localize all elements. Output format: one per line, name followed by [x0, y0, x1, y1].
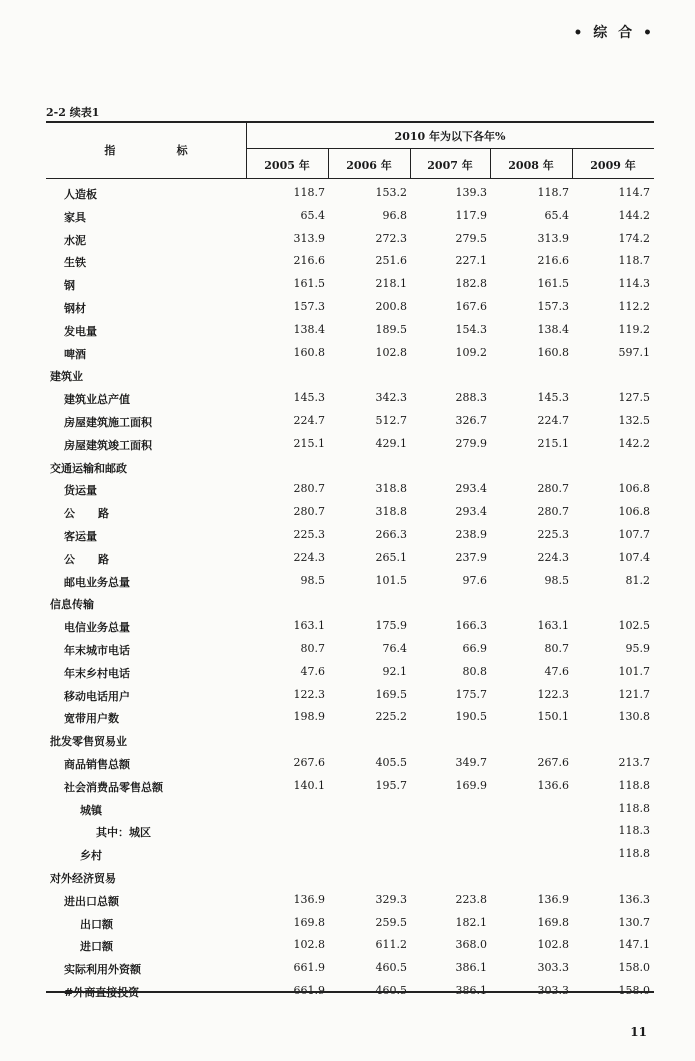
table-row: [46, 730, 654, 753]
cell-value: 175.9: [375, 619, 407, 633]
table-row: [46, 821, 654, 844]
row-label: 进口额: [80, 940, 113, 954]
cell-value: 119.2: [618, 322, 650, 336]
cell-value: 223.8: [455, 892, 487, 906]
table-row: [46, 776, 654, 799]
row-label: 钢: [64, 279, 75, 293]
cell-value: 597.1: [618, 345, 650, 359]
row-label: 货运量: [64, 484, 97, 498]
cell-value: 238.9: [455, 528, 487, 541]
cell-value: 65.4: [300, 208, 325, 222]
cell-value: 267.6: [293, 756, 325, 769]
row-label: 社会消费品零售总额: [64, 780, 163, 794]
cell-value: 182.1: [455, 915, 487, 929]
cell-value: 96.8: [382, 208, 407, 222]
cell-value: 117.9: [455, 208, 487, 222]
cell-value: 167.6: [455, 300, 487, 313]
table-row: [46, 434, 654, 457]
cell-value: 329.3: [375, 892, 407, 906]
cell-value: 145.3: [293, 391, 325, 405]
cell-value: 189.5: [375, 322, 407, 336]
cell-value: 251.6: [375, 254, 407, 268]
cell-value: 107.7: [618, 528, 650, 541]
table-row: [46, 479, 654, 502]
cell-value: 138.4: [537, 322, 569, 336]
table-label: 2-2 续表1: [46, 106, 100, 119]
row-label: 实际利用外资额: [64, 963, 141, 977]
row-label: 出口额: [80, 917, 113, 931]
row-label: 房屋建筑施工面积: [64, 416, 152, 429]
row-label: 建筑业: [50, 370, 83, 384]
table-row: [46, 525, 654, 548]
cell-value: 293.4: [455, 505, 487, 519]
cell-value: 142.2: [618, 436, 650, 450]
table-row: [46, 616, 654, 639]
cell-value: 65.4: [544, 208, 569, 222]
cell-value: 163.1: [537, 619, 569, 633]
cell-value: 163.1: [293, 619, 325, 633]
cell-value: 118.8: [618, 778, 650, 792]
cell-value: 130.7: [618, 915, 650, 929]
cell-value: 166.3: [455, 619, 487, 633]
cell-value: 145.3: [537, 391, 569, 405]
row-label: 邮电业务总量: [64, 575, 130, 589]
cell-value: 118.7: [293, 186, 325, 199]
table-row: [46, 457, 654, 480]
cell-value: 80.8: [462, 664, 487, 678]
table-row: [46, 183, 654, 206]
row-label: 公 路: [64, 507, 109, 521]
row-label: 家具: [64, 210, 86, 224]
cell-value: 661.9: [293, 961, 325, 975]
cell-value: 150.1: [537, 710, 569, 724]
cell-value: 130.8: [618, 710, 650, 724]
cell-value: 147.1: [618, 938, 650, 952]
cell-value: 114.7: [618, 186, 650, 199]
table-row: [46, 320, 654, 343]
cell-value: 154.3: [455, 322, 487, 336]
cell-value: 318.8: [375, 482, 407, 496]
cell-value: 118.8: [618, 801, 650, 815]
cell-value: 101.5: [375, 573, 407, 587]
cell-value: 224.3: [537, 550, 569, 564]
cell-value: 280.7: [293, 505, 325, 519]
cell-value: 182.8: [455, 277, 487, 291]
table-row: [46, 365, 654, 388]
row-label: 年末城市电话: [64, 644, 130, 657]
cell-value: 136.6: [537, 778, 569, 792]
row-label: 房屋建筑竣工面积: [64, 438, 152, 452]
row-label: 年末乡村电话: [64, 666, 130, 680]
table-row: [46, 799, 654, 822]
table-row: [46, 958, 654, 981]
cell-value: 405.5: [375, 756, 407, 769]
cell-value: 272.3: [375, 231, 407, 245]
table-row: [46, 502, 654, 525]
table-row: [46, 867, 654, 890]
cell-value: 280.7: [293, 482, 325, 496]
row-label: 宽带用户数: [64, 712, 119, 726]
cell-value: 102.8: [537, 938, 569, 952]
cell-value: 76.4: [382, 642, 407, 655]
row-label: 客运量: [64, 530, 97, 543]
cell-value: 326.7: [455, 414, 487, 427]
cell-value: 121.7: [618, 687, 650, 701]
cell-value: 175.7: [455, 687, 487, 701]
year-group-header: 2010 年为以下各年%: [394, 130, 506, 143]
row-label: 发电量: [64, 324, 97, 338]
table-row: [46, 753, 654, 776]
indicator-header: 指 标: [104, 144, 188, 157]
table-row: [46, 206, 654, 229]
row-label: 啤酒: [64, 347, 86, 361]
cell-value: 169.5: [375, 687, 407, 701]
cell-value: 266.3: [375, 528, 407, 541]
cell-value: 136.9: [293, 892, 325, 906]
table-row: [46, 685, 654, 708]
cell-value: 157.3: [293, 300, 325, 313]
cell-value: 140.1: [293, 778, 325, 792]
cell-value: 81.2: [625, 573, 650, 587]
cell-value: 122.3: [537, 687, 569, 701]
cell-value: 144.2: [618, 208, 650, 222]
table-row: [46, 297, 654, 320]
cell-value: 132.5: [618, 414, 650, 427]
table-row: [46, 844, 654, 867]
row-label: 信息传输: [50, 598, 94, 612]
cell-value: 106.8: [618, 505, 650, 519]
row-label: 进出口总额: [64, 894, 119, 908]
table-row: [46, 890, 654, 913]
cell-value: 280.7: [537, 482, 569, 496]
cell-value: 102.5: [618, 619, 650, 633]
cell-value: 318.8: [375, 505, 407, 519]
table-row: [46, 571, 654, 594]
row-label: 生铁: [64, 256, 86, 270]
table-bottom-rule: [46, 991, 654, 993]
cell-value: 429.1: [375, 436, 407, 450]
cell-value: 161.5: [293, 277, 325, 291]
cell-value: 139.3: [455, 186, 487, 199]
cell-value: 349.7: [455, 756, 487, 769]
cell-value: 80.7: [300, 642, 325, 655]
row-label: 交通运输和邮政: [50, 461, 127, 475]
cell-value: 169.8: [293, 915, 325, 929]
cell-value: 160.8: [293, 345, 325, 359]
cell-value: 101.7: [618, 664, 650, 678]
table-row: [46, 913, 654, 936]
year-header: 2009 年: [590, 159, 636, 172]
cell-value: 136.9: [537, 892, 569, 906]
cell-value: 460.5: [375, 961, 407, 975]
year-header: 2007 年: [427, 159, 473, 172]
cell-value: 216.6: [537, 254, 569, 268]
cell-value: 136.3: [618, 892, 650, 906]
cell-value: 224.7: [537, 414, 569, 427]
row-label: 钢材: [64, 302, 86, 315]
cell-value: 160.8: [537, 345, 569, 359]
cell-value: 66.9: [462, 642, 487, 655]
cell-value: 368.0: [455, 938, 487, 952]
cell-value: 47.6: [544, 664, 569, 678]
row-label: 批发零售贸易业: [50, 735, 127, 749]
cell-value: 227.1: [455, 254, 487, 268]
cell-value: 259.5: [375, 915, 407, 929]
cell-value: 303.3: [537, 961, 569, 975]
cell-value: 112.2: [618, 300, 650, 313]
cell-value: 98.5: [544, 573, 569, 587]
cell-value: 106.8: [618, 482, 650, 496]
row-label: 水泥: [64, 233, 86, 247]
cell-value: 224.3: [293, 550, 325, 564]
row-label: 乡村: [80, 849, 102, 863]
cell-value: 169.8: [537, 915, 569, 929]
cell-value: 95.9: [625, 642, 650, 655]
row-label: 公 路: [64, 552, 109, 566]
cell-value: 80.7: [544, 642, 569, 655]
cell-value: 237.9: [455, 550, 487, 564]
cell-value: 118.7: [537, 186, 569, 199]
cell-value: 265.1: [375, 550, 407, 564]
header-mid-rule: [246, 148, 654, 149]
row-label: 建筑业总产值: [64, 393, 130, 407]
cell-value: 102.8: [293, 938, 325, 952]
table-row: [46, 251, 654, 274]
cell-value: 153.2: [375, 186, 407, 199]
table-row: [46, 593, 654, 616]
cell-value: 118.3: [618, 824, 650, 838]
row-label: 其中：城区: [96, 826, 151, 840]
cell-value: 216.6: [293, 254, 325, 268]
cell-value: 288.3: [455, 391, 487, 405]
cell-value: 47.6: [300, 664, 325, 678]
row-label: 电信业务总量: [64, 621, 130, 635]
section-title: • 综 合 •: [573, 25, 655, 41]
cell-value: 213.7: [618, 756, 650, 769]
cell-value: 218.1: [375, 277, 407, 291]
cell-value: 198.9: [293, 710, 325, 724]
cell-value: 195.7: [375, 778, 407, 792]
table-row: [46, 411, 654, 434]
page-number: 11: [630, 1025, 647, 1039]
cell-value: 611.2: [375, 938, 407, 952]
cell-value: 127.5: [618, 391, 650, 405]
table-top-rule: [46, 121, 654, 123]
cell-value: 280.7: [537, 505, 569, 519]
cell-value: 313.9: [537, 231, 569, 245]
row-label: 对外经济贸易: [50, 872, 116, 885]
cell-value: 158.0: [618, 961, 650, 975]
cell-value: 293.4: [455, 482, 487, 496]
cell-value: 279.9: [455, 436, 487, 450]
cell-value: 138.4: [293, 322, 325, 336]
table-row: [46, 935, 654, 958]
year-header: 2006 年: [346, 159, 392, 172]
cell-value: 215.1: [293, 436, 325, 450]
row-label: 城镇: [80, 803, 102, 817]
cell-value: 109.2: [455, 345, 487, 359]
cell-value: 122.3: [293, 687, 325, 701]
year-header: 2005 年: [264, 159, 310, 172]
cell-value: 342.3: [375, 391, 407, 405]
row-label: 人造板: [64, 188, 97, 201]
cell-value: 279.5: [455, 231, 487, 245]
table-row: [46, 274, 654, 297]
cell-value: 313.9: [293, 231, 325, 245]
table-row: [46, 662, 654, 685]
table-row: [46, 707, 654, 730]
table-row: [46, 229, 654, 252]
cell-value: 225.3: [293, 528, 325, 541]
cell-value: 225.2: [375, 710, 407, 724]
table-row: [46, 548, 654, 571]
cell-value: 174.2: [618, 231, 650, 245]
cell-value: 97.6: [462, 573, 487, 587]
cell-value: 267.6: [537, 756, 569, 769]
cell-value: 169.9: [455, 778, 487, 792]
row-label: 移动电话用户: [64, 689, 130, 703]
cell-value: 224.7: [293, 414, 325, 427]
row-label: 商品销售总额: [64, 758, 130, 771]
cell-value: 98.5: [300, 573, 325, 587]
cell-value: 512.7: [375, 414, 407, 427]
header-bottom-rule: [46, 178, 654, 179]
table-row: [46, 388, 654, 411]
cell-value: 215.1: [537, 436, 569, 450]
table-row: [46, 343, 654, 366]
cell-value: 118.8: [618, 847, 650, 861]
cell-value: 114.3: [618, 277, 650, 291]
table-row: [46, 639, 654, 662]
cell-value: 225.3: [537, 528, 569, 541]
cell-value: 386.1: [455, 961, 487, 975]
cell-value: 161.5: [537, 277, 569, 291]
cell-value: 200.8: [375, 300, 407, 313]
cell-value: 157.3: [537, 300, 569, 313]
cell-value: 107.4: [618, 550, 650, 564]
year-header: 2008 年: [508, 159, 554, 172]
cell-value: 102.8: [375, 345, 407, 359]
cell-value: 190.5: [455, 710, 487, 724]
cell-value: 92.1: [382, 664, 407, 678]
cell-value: 118.7: [618, 254, 650, 268]
